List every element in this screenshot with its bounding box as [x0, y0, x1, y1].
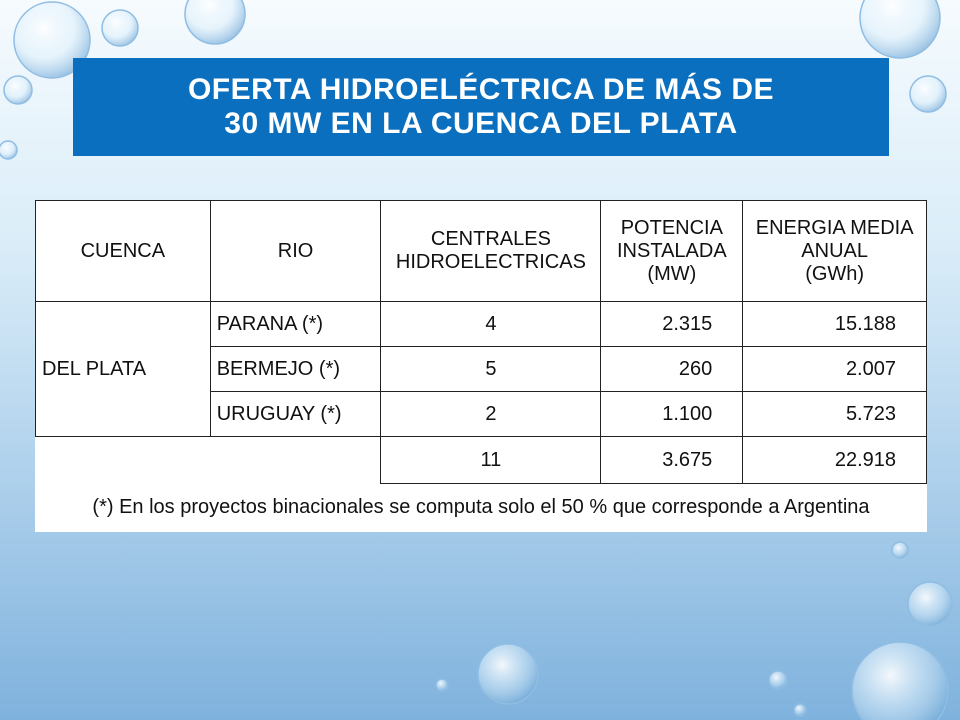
table-header-row	[36, 201, 927, 302]
slide-title-line-2: 30 MW EN LA CUENCA DEL PLATA	[224, 107, 738, 140]
table-row	[36, 302, 927, 347]
cell-potencia: 2.315	[601, 302, 743, 347]
cell-rio: BERMEJO (*)	[210, 347, 381, 392]
header-potencia-line-2: INSTALADA	[617, 239, 727, 262]
total-energia: 22.918	[743, 437, 927, 484]
cell-potencia: 1.100	[601, 392, 743, 437]
hydro-table	[35, 200, 927, 484]
header-potencia-line-3: (MW)	[647, 262, 697, 285]
cell-rio: URUGUAY (*)	[210, 392, 381, 437]
header-potencia-line-1: POTENCIA	[620, 216, 723, 239]
header-centrales-line-1: CENTRALES	[430, 228, 551, 250]
header-energia-line-1: ENERGIA MEDIA	[755, 216, 914, 239]
cell-energia: 15.188	[743, 302, 927, 347]
cell-centrales: 2	[381, 392, 601, 437]
cell-energia: 2.007	[743, 347, 927, 392]
cell-centrales: 4	[381, 302, 601, 347]
header-centrales-line-2: HIDROELECTRICAS	[395, 251, 586, 273]
total-potencia: 3.675	[601, 437, 743, 484]
header-energia-line-2: ANUAL	[801, 239, 868, 262]
header-potencia	[601, 201, 743, 302]
header-energia-line-3: (GWh)	[805, 262, 865, 285]
cell-potencia: 260	[601, 347, 743, 392]
hydro-table-panel	[35, 200, 927, 532]
header-rio: RIO	[210, 201, 381, 302]
cell-energia: 5.723	[743, 392, 927, 437]
header-cuenca: CUENCA	[36, 201, 211, 302]
slide-title-line-1: OFERTA HIDROELÉCTRICA DE MÁS DE	[187, 73, 775, 106]
total-centrales: 11	[381, 437, 601, 484]
slide-title-banner	[73, 58, 889, 156]
cell-rio: PARANA (*)	[210, 302, 381, 347]
header-energia	[743, 201, 927, 302]
totals-spacer	[36, 437, 381, 484]
header-centrales	[381, 201, 601, 302]
cell-centrales: 5	[381, 347, 601, 392]
table-totals-row	[36, 437, 927, 484]
drop-cluster-bottom	[436, 542, 952, 720]
cell-cuenca: DEL PLATA	[36, 302, 211, 437]
table-footnote: (*) En los proyectos binacionales se computa solo el 50 % que corresponde a Argentina	[92, 496, 870, 518]
